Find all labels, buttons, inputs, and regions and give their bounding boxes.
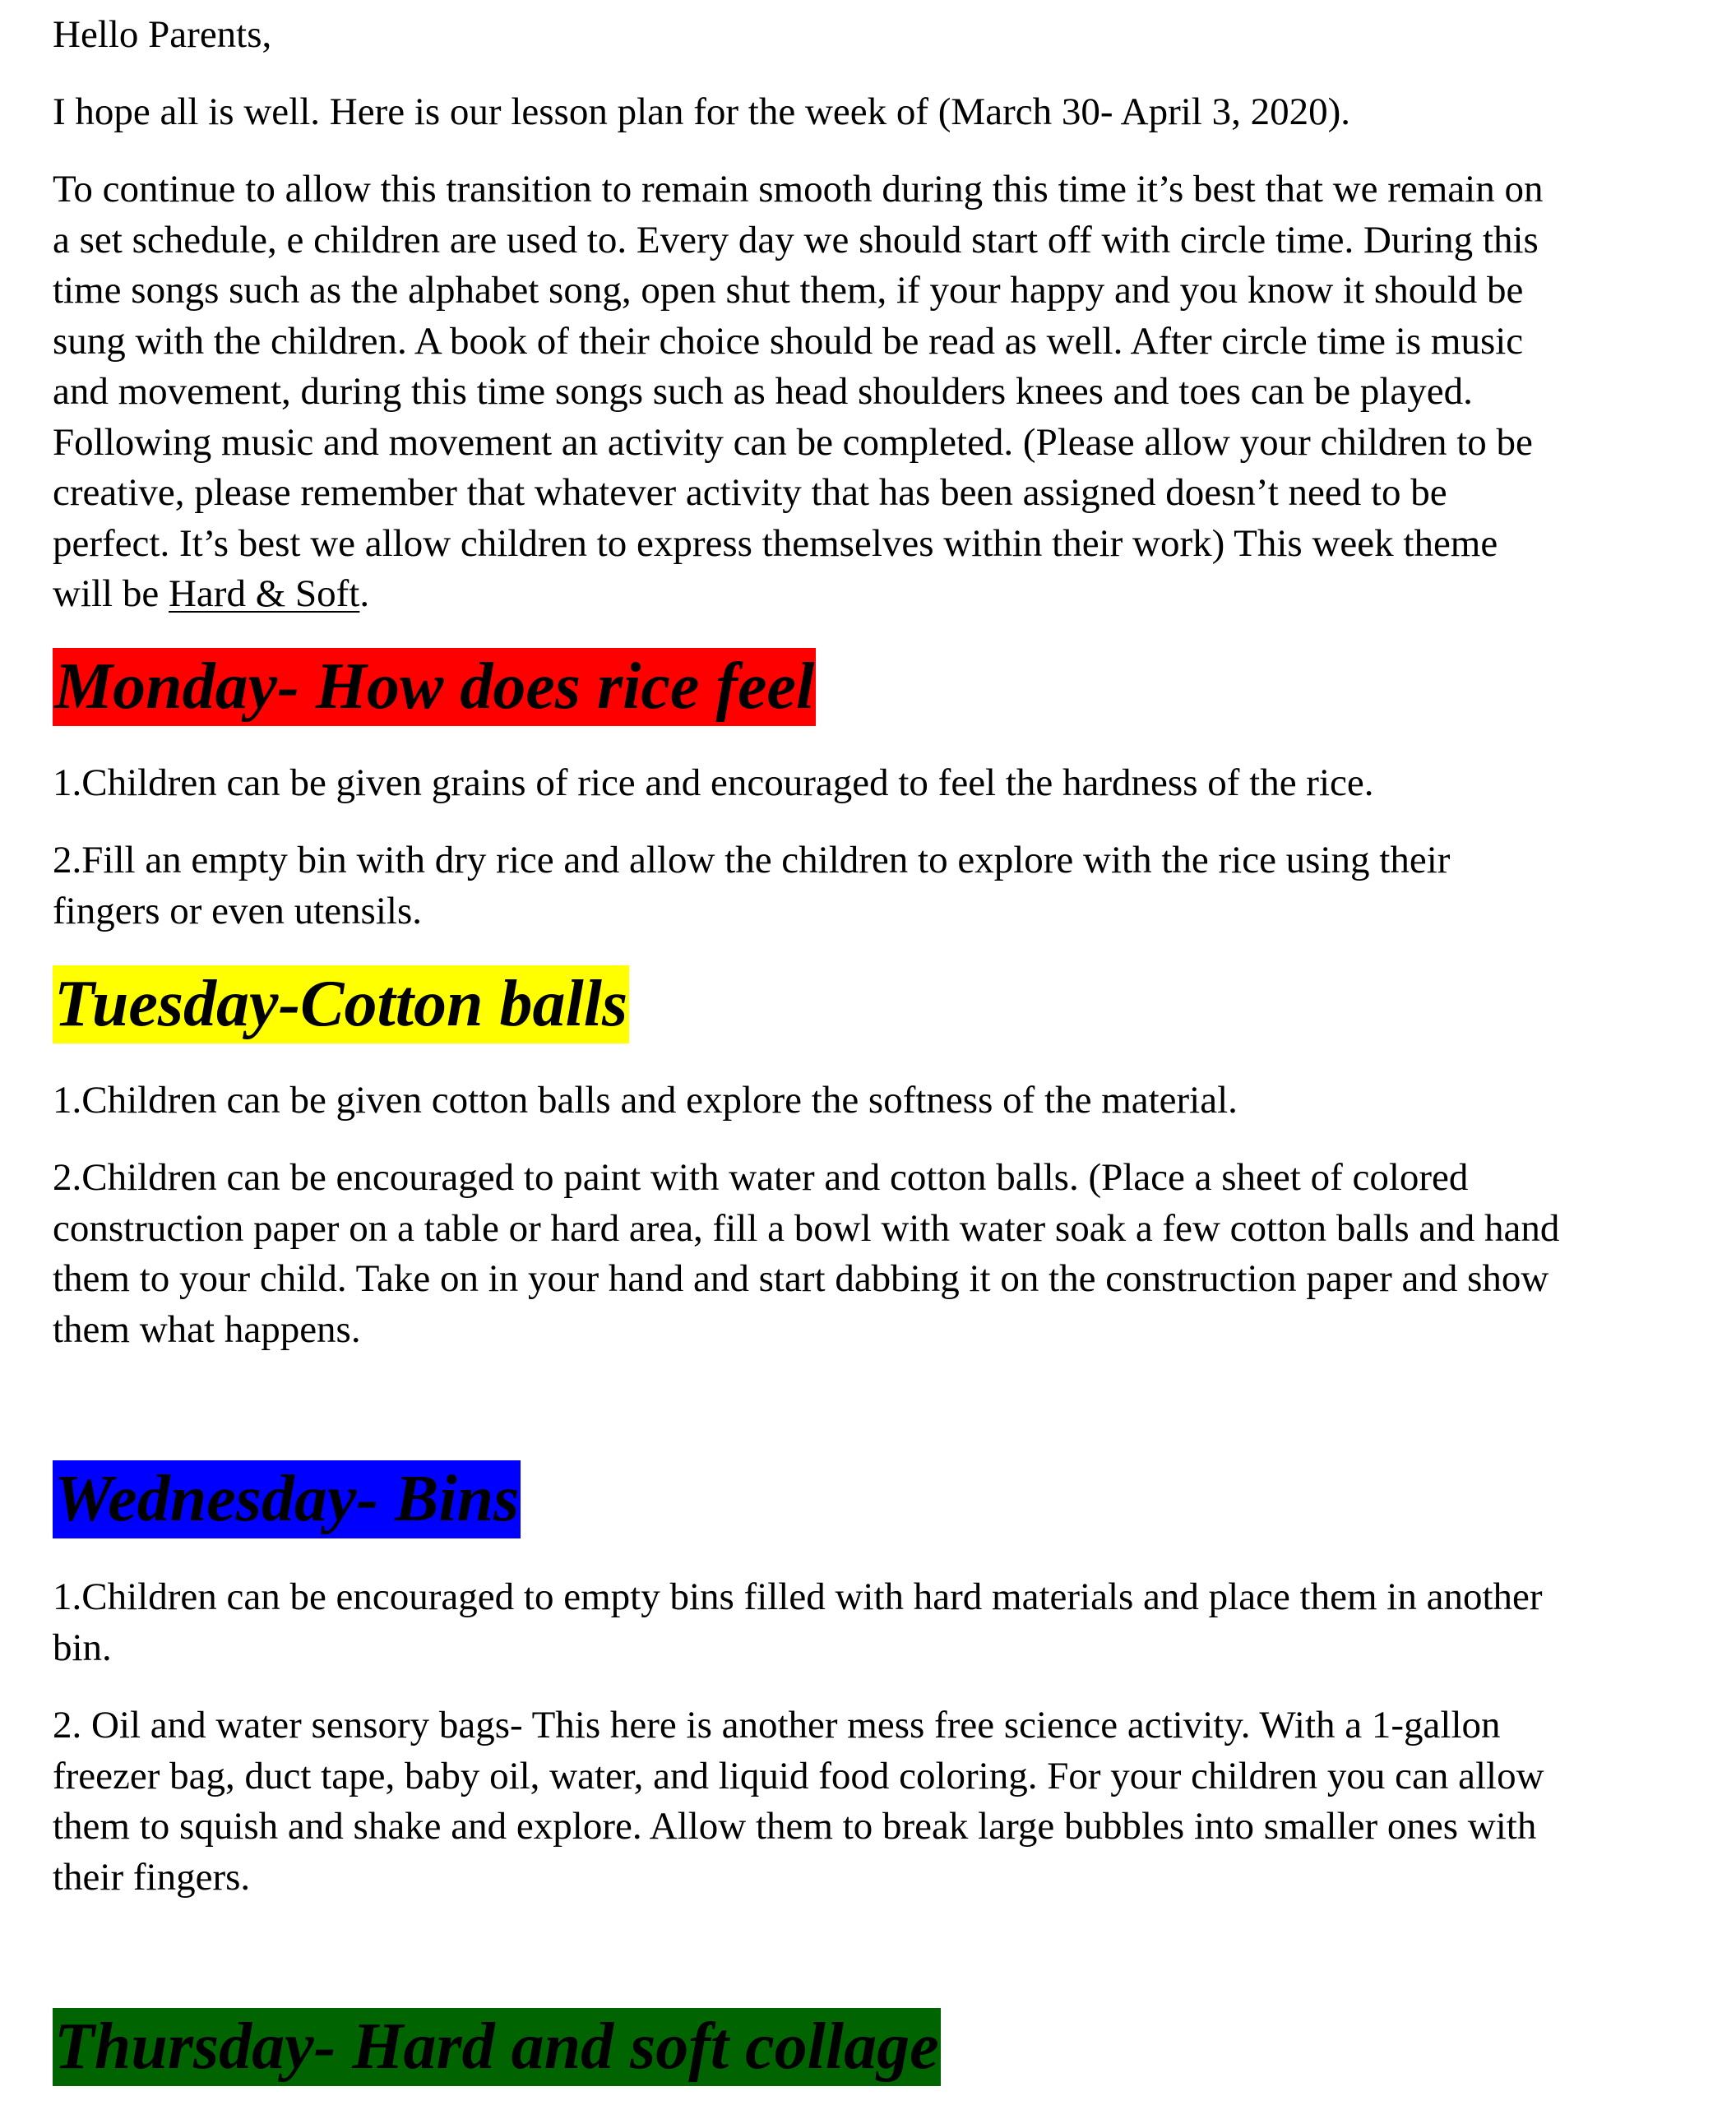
tuesday-heading: Tuesday-Cotton balls [53,965,629,1043]
wednesday-heading: Wednesday- Bins [53,1460,521,1538]
tuesday-item-1: 1.Children can be given cotton balls and explore the softness of the material. [53,1079,1238,1122]
monday-item-2: 2.Fill an empty bin with dry rice and allow the children to explore with the rice using their fingers or even utensils. [53,839,1451,932]
theme-name: Hard & Soft [168,572,360,615]
intro-paragraph: I hope all is well. Here is our lesson plan for the week of (March 30- April 3, 2020). [53,90,1351,133]
wednesday-item-1: 1.Children can be encouraged to empty bins filled with hard materials and place them in another bin. [53,1575,1543,1669]
greeting: Hello Parents, [53,13,272,56]
theme-period: . [359,572,370,615]
monday-item-1: 1.Children can be given grains of rice and encouraged to feel the hardness of the rice. [53,761,1374,804]
overview-paragraph [53,164,1664,620]
overview-text: To continue to allow this transition to remain smooth during this time it’s best that we remain on a set schedule, e children are used to. Every day we should start off with circle time. During this time songs such as the alphabet song, open shut them, if your happy and you know it should be sung with the children. A book of their choice should be read as well. After circle time is music and movement, during this time songs such as head shoulders knees and toes can be played. Following music and movement an activity can be completed. (Please allow your children to be creative, please remember that whatever activity that has been assigned doesn’t need to be perfect. It’s best we allow children to express themselves within their work) This week theme will be [53,168,1544,615]
wednesday-item-2: 2. Oil and water sensory bags- This here is another mess free science activity. With a 1-gallon freezer bag, duct tape, baby oil, water, and liquid food coloring. For your children you can allow them to squish and shake and explore. Allow them to break large bubbles into smaller ones with their fingers. [53,1704,1544,1899]
tuesday-item-2: 2.Children can be encouraged to paint with water and cotton balls. (Place a sheet of colored construction paper on a table or hard area, fill a bowl with water soak a few cotton balls and hand them to your child. Take on in your hand and start dabbing it on the construction paper and show them what happens. [53,1156,1560,1351]
thursday-heading: Thursday- Hard and soft collage [53,2008,941,2086]
monday-heading: Monday- How does rice feel [53,648,816,726]
